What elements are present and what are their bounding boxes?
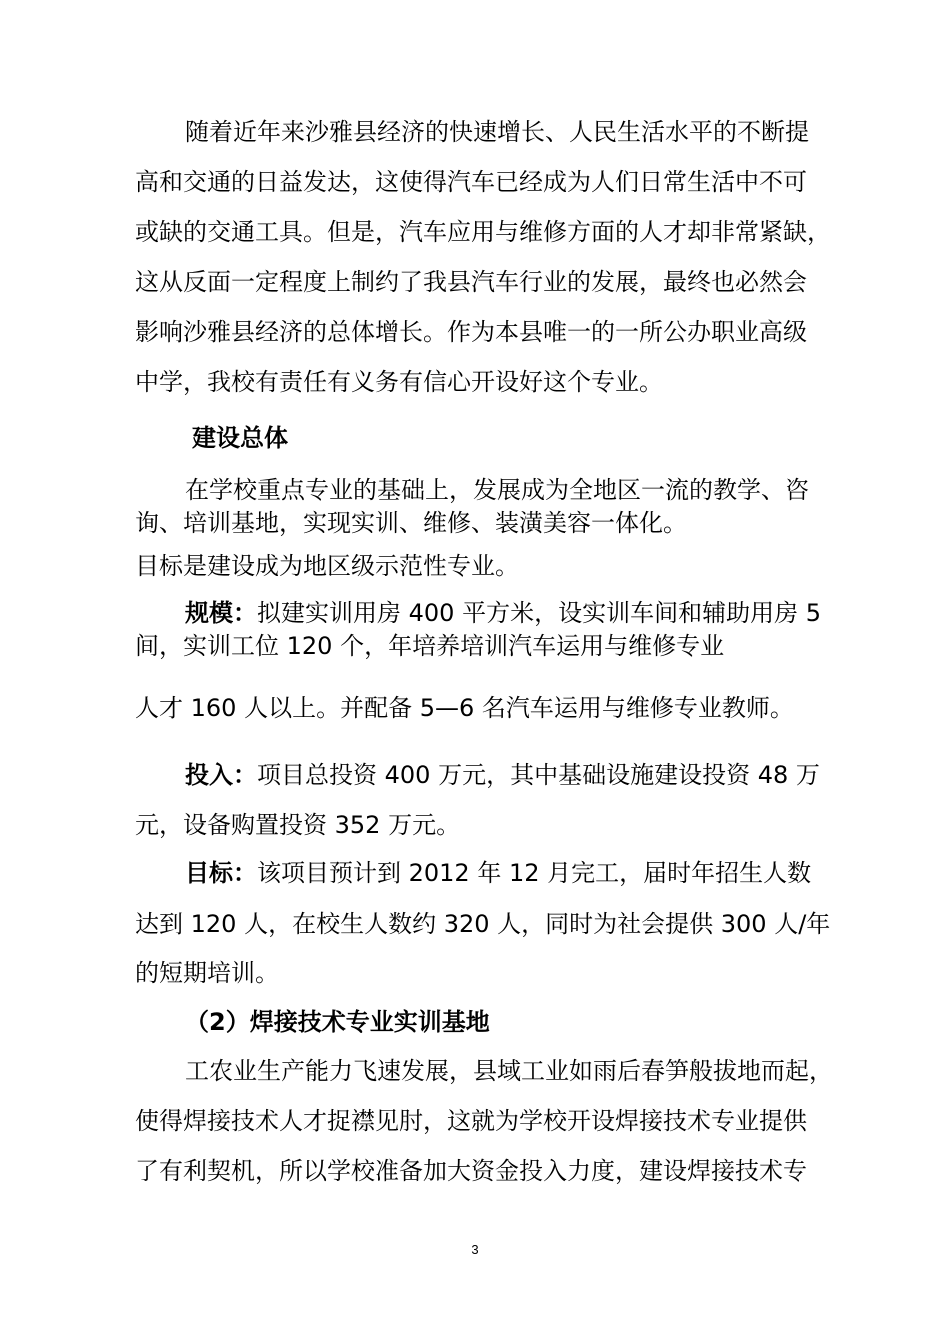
section-heading (185, 1006, 490, 1038)
paragraph-line: 高和交通的日益发达，这使得汽车已经成为人们日常生活中不可 (135, 168, 807, 196)
paragraph-line: 工农业生产能力飞速发展，县域工业如雨后春笋般拔地而起， (185, 1057, 833, 1085)
paragraph-line: 目标是建设成为地区级示范性专业。 (135, 552, 519, 580)
investment-line (185, 759, 820, 791)
heading-text: （2）焊接技术专业实训基地 (185, 1008, 490, 1036)
paragraph-line: 中学，我校有责任有义务有信心开设好这个专业。 (135, 368, 663, 396)
paragraph-line: 使得焊接技术人才捉襟见肘，这就为学校开设焊接技术专业提供 (135, 1107, 807, 1135)
goal-label: 目标： (185, 859, 257, 887)
goal-text: 该项目预计到 2012 年 12 月完工，届时年招生人数 (257, 859, 812, 887)
paragraph-line: 这从反面一定程度上制约了我县汽车行业的发展，最终也必然会 (135, 268, 807, 296)
goal-line (185, 857, 811, 889)
paragraph-line: 或缺的交通工具。但是，汽车应用与维修方面的人才却非常紧缺， (135, 218, 831, 246)
paragraph-line: 随着近年来沙雅县经济的快速增长、人民生活水平的不断提 (185, 118, 809, 146)
goal-line: 的短期培训。 (135, 959, 279, 987)
paragraph-line: 了有利契机，所以学校准备加大资金投入力度，建设焊接技术专 (135, 1157, 807, 1185)
goal-line: 达到 120 人，在校生人数约 320 人，同时为社会提供 300 人/年 (135, 910, 831, 938)
investment-text: 项目总投资 400 万元，其中基础设施建设投资 48 万 (257, 761, 820, 789)
scale-line (185, 597, 821, 629)
page-number: 3 (471, 1242, 479, 1257)
investment-line: 元，设备购置投资 352 万元。 (135, 811, 461, 839)
paragraph-line: 在学校重点专业的基础上，发展成为全地区一流的教学、咨 (185, 476, 809, 504)
paragraph-line: 影响沙雅县经济的总体增长。作为本县唯一的一所公办职业高级 (135, 318, 807, 346)
section-heading (192, 422, 288, 454)
paragraph-line: 询、培训基地，实现实训、维修、装潢美容一体化。 (135, 509, 687, 537)
scale-line: 间，实训工位 120 个，年培养培训汽车运用与维修专业 (135, 632, 725, 660)
heading-text: 建设总体 (192, 424, 288, 452)
scale-text: 拟建实训用房 400 平方米，设实训车间和辅助用房 5 (257, 599, 821, 627)
scale-label: 规模： (185, 599, 257, 627)
investment-label: 投入： (185, 761, 257, 789)
scale-line: 人才 160 人以上。并配备 5—6 名汽车运用与维修专业教师。 (135, 694, 794, 722)
